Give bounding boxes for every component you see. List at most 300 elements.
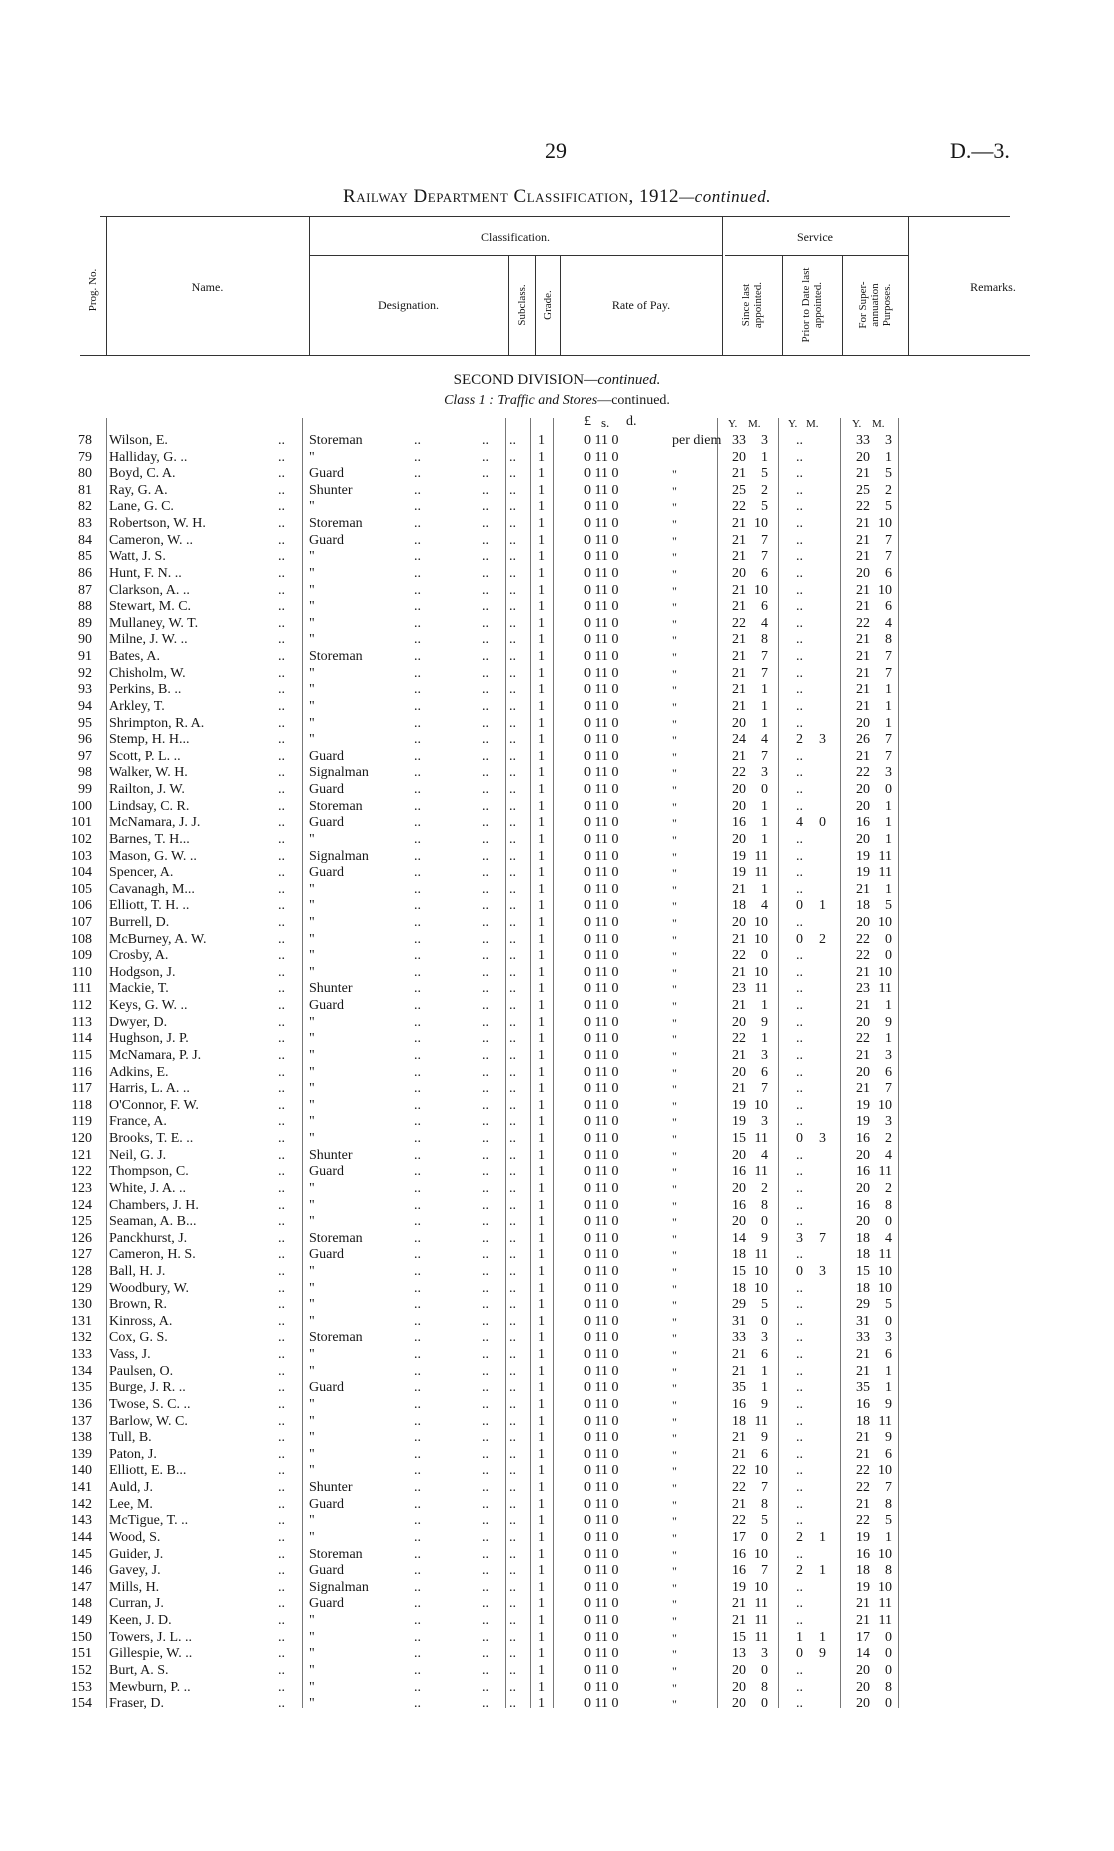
prior-years: .. [796, 1496, 803, 1512]
since-months: 11 [754, 1413, 768, 1429]
designation: " [309, 1097, 315, 1113]
leader-dots: .. [278, 1264, 285, 1279]
grade: 1 [538, 1430, 545, 1446]
subclass-dots: .. [509, 1114, 516, 1130]
table-row [0, 1048, 1114, 1065]
prior-years: .. [796, 881, 803, 897]
rate-of-pay: 0 11 0 [584, 1496, 619, 1512]
rate-of-pay: 0 11 0 [584, 1646, 619, 1662]
subclass-dots: .. [482, 1446, 489, 1462]
since-months: 1 [761, 449, 768, 465]
since-years: 18 [732, 898, 746, 914]
prog-no: 90 [78, 632, 92, 648]
prog-no: 126 [71, 1230, 92, 1246]
rate-of-pay: 0 11 0 [584, 1529, 619, 1545]
rate-period: " [672, 899, 677, 914]
prior-years: 0 [796, 898, 803, 914]
header-divider [508, 255, 509, 355]
subclass-dots: .. [482, 1629, 489, 1645]
designation: " [309, 1629, 315, 1645]
designation: Storeman [309, 1546, 363, 1562]
super-months: 4 [885, 615, 892, 631]
prog-no: 96 [78, 732, 92, 748]
subclass-dots: .. [482, 632, 489, 648]
since-months: 5 [761, 499, 768, 515]
since-years: 21 [732, 1613, 746, 1629]
super-months: 0 [885, 782, 892, 798]
super-months: 7 [885, 665, 892, 681]
grade: 1 [538, 1347, 545, 1363]
leader-dots: .. [414, 931, 421, 947]
rate-of-pay: 0 11 0 [584, 532, 619, 548]
super-months: 5 [885, 466, 892, 482]
subclass-dots: .. [509, 1396, 516, 1412]
subclass-dots: .. [509, 1014, 516, 1030]
class-heading [0, 393, 1114, 409]
leader-dots: .. [278, 1347, 285, 1363]
subclass-dots: .. [509, 615, 516, 631]
subclass-dots: .. [482, 1147, 489, 1163]
since-months: 1 [761, 831, 768, 847]
rate-period: " [672, 832, 677, 847]
subclass-dots: .. [482, 466, 489, 482]
super-years: 18 [856, 1563, 870, 1579]
leader-dots: .. [414, 1280, 421, 1296]
subclass-dots: .. [509, 1696, 516, 1712]
prior-years: .. [796, 449, 803, 465]
grade: 1 [538, 1446, 545, 1462]
since-years: 21 [732, 1047, 746, 1063]
since-months: 3 [761, 1330, 768, 1346]
super-years: 22 [856, 1463, 870, 1479]
leader-dots: .. [278, 1480, 285, 1496]
subclass-dots: .. [482, 914, 489, 930]
rate-period: " [672, 1431, 677, 1446]
grade: 1 [538, 1047, 545, 1063]
super-months: 1 [885, 698, 892, 714]
prog-no: 122 [71, 1164, 92, 1180]
prior-months: 1 [819, 898, 826, 914]
subclass-dots: .. [482, 1180, 489, 1196]
leader-dots: .. [414, 948, 421, 964]
name: Cavanagh, M... [109, 881, 195, 897]
leader-dots: .. [414, 1646, 421, 1662]
rate-period: " [672, 699, 677, 714]
since-years: 21 [732, 931, 746, 947]
subclass-dots: .. [482, 931, 489, 947]
since-years: 14 [732, 1230, 746, 1246]
rate-period: " [672, 1181, 677, 1196]
name: Bates, A. [109, 649, 160, 665]
designation: " [309, 665, 315, 681]
prog-no: 131 [71, 1313, 92, 1329]
since-months: 11 [754, 1596, 768, 1612]
leader-dots: .. [414, 582, 421, 598]
subclass-dots: .. [482, 682, 489, 698]
subclass-dots: .. [509, 1347, 516, 1363]
rate-period: " [672, 1348, 677, 1363]
super-years: 33 [856, 1330, 870, 1346]
name: Vass, J. [109, 1347, 151, 1363]
prior-years: .. [796, 632, 803, 648]
since-years: 21 [732, 1596, 746, 1612]
designation: " [309, 499, 315, 515]
leader-dots: .. [278, 1297, 285, 1313]
prior-years: .. [796, 948, 803, 964]
since-years: 22 [732, 948, 746, 964]
leader-dots: .. [414, 482, 421, 498]
super-months: 10 [878, 582, 892, 598]
subclass-dots: .. [509, 948, 516, 964]
subclass-dots: .. [509, 1031, 516, 1047]
super-months: 0 [885, 1646, 892, 1662]
subclass-dots: .. [509, 1596, 516, 1612]
name: Shrimpton, R. A. [109, 715, 205, 731]
rate-of-pay: 0 11 0 [584, 1380, 619, 1396]
subclass-dots: .. [509, 1579, 516, 1595]
leader-dots: .. [278, 482, 285, 498]
designation: " [309, 1214, 315, 1230]
leader-dots: .. [278, 831, 285, 847]
designation: " [309, 1197, 315, 1213]
table-row [0, 483, 1114, 500]
subclass-dots: .. [509, 1496, 516, 1512]
grade: 1 [538, 998, 545, 1014]
prog-no: 103 [71, 848, 92, 864]
name: Mackie, T. [109, 981, 169, 997]
table-row [0, 583, 1114, 600]
rate-of-pay: 0 11 0 [584, 433, 619, 448]
designation: " [309, 1613, 315, 1629]
leader-dots: .. [278, 1446, 285, 1462]
super-years: 22 [856, 1031, 870, 1047]
subclass-dots: .. [482, 649, 489, 665]
subclass-dots: .. [509, 482, 516, 498]
service-header: Service [797, 230, 833, 244]
rate-period: " [672, 650, 677, 665]
since-years: 21 [732, 881, 746, 897]
subclass-dots: .. [482, 549, 489, 565]
name: Neil, G. J. [109, 1147, 167, 1163]
name: Elliott, T. H. .. [109, 898, 190, 914]
leader-dots: .. [414, 1247, 421, 1263]
prog-no: 125 [71, 1214, 92, 1230]
super-years: 18 [856, 1280, 870, 1296]
since-months: 8 [761, 1679, 768, 1695]
since-years: 21 [732, 1081, 746, 1097]
leader-dots: .. [414, 865, 421, 881]
rate-of-pay: 0 11 0 [584, 1313, 619, 1329]
subclass-dots: .. [509, 931, 516, 947]
since-months: 6 [761, 1064, 768, 1080]
prior-years: .. [796, 1297, 803, 1313]
rate-of-pay: 0 11 0 [584, 698, 619, 714]
leader-dots: .. [278, 449, 285, 465]
rate-of-pay: 0 11 0 [584, 1396, 619, 1412]
since-months: 7 [761, 748, 768, 764]
designation: Shunter [309, 482, 353, 498]
designation: " [309, 1014, 315, 1030]
rate-of-pay: 0 11 0 [584, 1679, 619, 1695]
class-label: Class 1 : [444, 393, 494, 408]
prior-years: .. [796, 1280, 803, 1296]
since-years: 17 [732, 1529, 746, 1545]
leader-dots: .. [414, 1413, 421, 1429]
subclass-dots: .. [482, 748, 489, 764]
super-months: 3 [885, 1047, 892, 1063]
table-row [0, 1680, 1114, 1697]
prog-no: 95 [78, 715, 92, 731]
subclass-dots: .. [482, 798, 489, 814]
since-months: 1 [761, 998, 768, 1014]
designation: Guard [309, 1563, 344, 1579]
subclass-dots: .. [509, 998, 516, 1014]
name: Guider, J. [109, 1546, 164, 1562]
subclass-dots: .. [482, 516, 489, 532]
since-years: 21 [732, 549, 746, 565]
super-months: 1 [885, 815, 892, 831]
prior-years: .. [796, 998, 803, 1014]
super-months: 0 [885, 1696, 892, 1712]
table-row [0, 998, 1114, 1015]
since-years: 19 [732, 865, 746, 881]
grade: 1 [538, 865, 545, 881]
subclass-dots: .. [509, 1380, 516, 1396]
subclass-dots: .. [482, 1646, 489, 1662]
table-row [0, 1646, 1114, 1663]
super-years: 17 [856, 1629, 870, 1645]
prior-years: .. [796, 798, 803, 814]
since-years: 19 [732, 1579, 746, 1595]
table-row [0, 782, 1114, 799]
leader-dots: .. [278, 782, 285, 798]
since-years: 20 [732, 798, 746, 814]
since-years: 15 [732, 1629, 746, 1645]
leader-dots: .. [414, 732, 421, 748]
grade: 1 [538, 1613, 545, 1629]
leader-dots: .. [414, 964, 421, 980]
prior-years: .. [796, 1347, 803, 1363]
prior-years: 2 [796, 1529, 803, 1545]
super-months: 3 [885, 1330, 892, 1346]
super-months: 7 [885, 732, 892, 748]
leader-dots: .. [414, 715, 421, 731]
prog-no: 84 [78, 532, 92, 548]
leader-dots: .. [414, 815, 421, 831]
super-months: 10 [878, 1463, 892, 1479]
title-suffix: —continued. [679, 187, 771, 206]
rate-period: " [672, 949, 677, 964]
since-months: 3 [761, 1047, 768, 1063]
table-row [0, 499, 1114, 516]
prior-years: .. [796, 565, 803, 581]
since-months: 10 [754, 1097, 768, 1113]
prior-years: 0 [796, 931, 803, 947]
subclass-dots: .. [509, 881, 516, 897]
super-years: 20 [856, 1147, 870, 1163]
super-years: 16 [856, 1396, 870, 1412]
leader-dots: .. [278, 1546, 285, 1562]
rate-period: " [672, 1530, 677, 1545]
since-years: 20 [732, 1064, 746, 1080]
rate-of-pay: 0 11 0 [584, 981, 619, 997]
since-months: 0 [761, 1529, 768, 1545]
prior-years: .. [796, 1064, 803, 1080]
subclass-dots: .. [509, 1197, 516, 1213]
since-years: 33 [732, 1330, 746, 1346]
subclass-dots: .. [482, 1480, 489, 1496]
subclass-dots: .. [509, 516, 516, 532]
grade: 1 [538, 516, 545, 532]
name: Woodbury, W. [109, 1280, 190, 1296]
rate-period: " [672, 1065, 677, 1080]
designation: " [309, 732, 315, 748]
grade: 1 [538, 599, 545, 615]
prior-years: 1 [796, 1629, 803, 1645]
super-months: 1 [885, 798, 892, 814]
since-months: 11 [754, 1131, 768, 1147]
leader-dots: .. [414, 1330, 421, 1346]
super-years: 20 [856, 1180, 870, 1196]
subclass-dots: .. [482, 1413, 489, 1429]
rate-period: " [672, 915, 677, 930]
super-months: 6 [885, 599, 892, 615]
subclass-dots: .. [482, 948, 489, 964]
table-row [0, 1231, 1114, 1248]
super-months: 4 [885, 1147, 892, 1163]
leader-dots: .. [278, 1679, 285, 1695]
prior-months: 3 [819, 732, 826, 748]
prog-no: 94 [78, 698, 92, 714]
super-years: 33 [856, 433, 870, 448]
super-months: 2 [885, 1180, 892, 1196]
name: Wilson, E. [109, 433, 168, 448]
prior-years: .. [796, 582, 803, 598]
table-row [0, 1463, 1114, 1480]
prog-no: 112 [71, 998, 92, 1014]
since-months: 6 [761, 565, 768, 581]
super-months: 1 [885, 831, 892, 847]
super-months: 11 [878, 1164, 892, 1180]
designation: Guard [309, 815, 344, 831]
leader-dots: .. [414, 1097, 421, 1113]
rate-period: " [672, 982, 677, 997]
grade: 1 [538, 964, 545, 980]
leader-dots: .. [414, 1147, 421, 1163]
since-years: 21 [732, 682, 746, 698]
designation: Guard [309, 865, 344, 881]
subclass-dots: .. [509, 1662, 516, 1678]
since-years: 35 [732, 1380, 746, 1396]
grade: 1 [538, 1596, 545, 1612]
prog-no: 109 [71, 948, 92, 964]
super-months: 1 [885, 1529, 892, 1545]
leader-dots: .. [414, 1629, 421, 1645]
rate-period: " [672, 1331, 677, 1346]
table-row [0, 616, 1114, 633]
leader-dots: .. [278, 1513, 285, 1529]
rate-period: " [672, 1680, 677, 1695]
since-months: 10 [754, 914, 768, 930]
subclass-dots: .. [482, 848, 489, 864]
grade: 1 [538, 1513, 545, 1529]
table-row [0, 1513, 1114, 1530]
since-months: 10 [754, 1264, 768, 1279]
rate-period: " [672, 600, 677, 615]
name: Paulsen, O. [109, 1363, 174, 1379]
subclass-dots: .. [482, 698, 489, 714]
super-months: 7 [885, 1081, 892, 1097]
rate-of-pay: 0 11 0 [584, 1131, 619, 1147]
designation: " [309, 615, 315, 631]
since-months: 1 [761, 1363, 768, 1379]
subclass-dots: .. [509, 1529, 516, 1545]
since-years: 21 [732, 532, 746, 548]
name: Stewart, M. C. [109, 599, 192, 615]
since-months: 4 [761, 1147, 768, 1163]
subclass-dots: .. [509, 682, 516, 698]
prior-years: .. [796, 1114, 803, 1130]
header-top-rule [100, 216, 1010, 217]
super-years: 21 [856, 649, 870, 665]
designation: Storeman [309, 433, 363, 448]
grade: 1 [538, 1064, 545, 1080]
prior-years: .. [796, 1463, 803, 1479]
subclass-dots: .. [482, 1579, 489, 1595]
subclass-dots: .. [509, 549, 516, 565]
designation: Guard [309, 1380, 344, 1396]
leader-dots: .. [278, 1662, 285, 1678]
prog-no: 132 [71, 1330, 92, 1346]
since-months: 8 [761, 632, 768, 648]
subclass-dots: .. [509, 748, 516, 764]
super-years: 21 [856, 698, 870, 714]
table-row [0, 1547, 1114, 1564]
prog-no: 138 [71, 1430, 92, 1446]
designation: " [309, 1646, 315, 1662]
designation: " [309, 1363, 315, 1379]
name: Walker, W. H. [109, 765, 188, 781]
table-row [0, 1630, 1114, 1647]
subclass-dots: .. [509, 698, 516, 714]
subclass-dots: .. [482, 1280, 489, 1296]
rate-of-pay: 0 11 0 [584, 582, 619, 598]
prog-no: 89 [78, 615, 92, 631]
subclass-dots: .. [509, 765, 516, 781]
subclass-dots: .. [482, 1297, 489, 1313]
super-years: 23 [856, 981, 870, 997]
designation: " [309, 1180, 315, 1196]
subclass-dots: .. [509, 1097, 516, 1113]
super-years: 21 [856, 881, 870, 897]
grade: 1 [538, 1180, 545, 1196]
name: Lane, G. C. [109, 499, 174, 515]
super-months: 6 [885, 1446, 892, 1462]
super-years: 21 [856, 1446, 870, 1462]
name: Brown, R. [109, 1297, 167, 1313]
prior-years: .. [796, 1380, 803, 1396]
subclass-dots: .. [509, 582, 516, 598]
name: Barnes, T. H... [109, 831, 190, 847]
super-years: 21 [856, 1081, 870, 1097]
subclass-dots: .. [509, 1280, 516, 1296]
designation: " [309, 1047, 315, 1063]
since-months: 7 [761, 1480, 768, 1496]
since-years: 21 [732, 599, 746, 615]
since-months: 3 [761, 1646, 768, 1662]
rate-of-pay: 0 11 0 [584, 1297, 619, 1313]
prog-no: 140 [71, 1463, 92, 1479]
